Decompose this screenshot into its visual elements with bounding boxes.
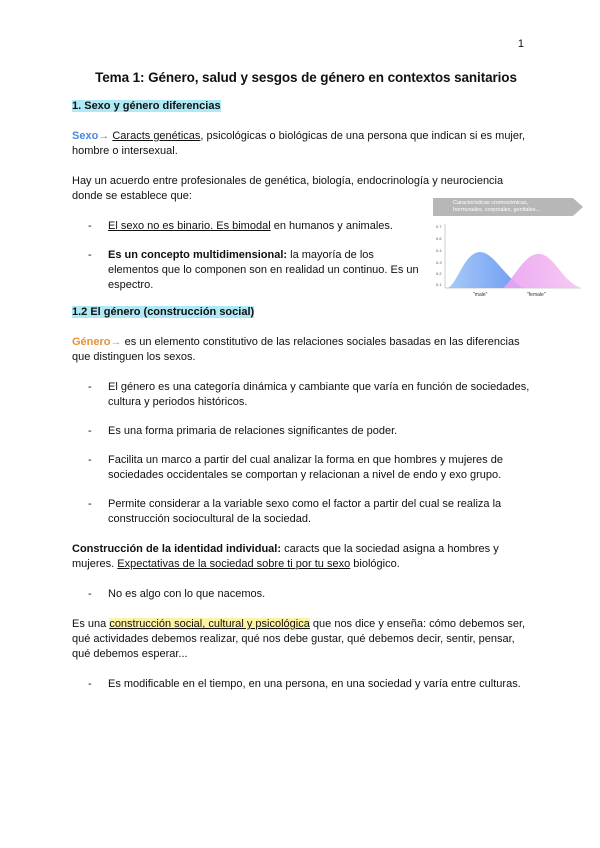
list-item: - No es algo con lo que nacemos. bbox=[72, 587, 532, 602]
y-tick-label: 0.7 bbox=[436, 224, 442, 229]
list-item: - Es una forma primaria de relaciones significantes de poder. bbox=[72, 424, 532, 439]
genero-def-text: es un elemento constitutivo de las relaciones sociales basadas en las diferencias que distinguen los sexos. bbox=[72, 336, 520, 363]
agreement-paragraph: Hay un acuerdo entre profesionales de genética, biología, endocrinología y neurociencia donde se establece que: bbox=[72, 175, 504, 202]
sexo-term: Sexo bbox=[72, 130, 99, 142]
section-heading-sexo-genero bbox=[72, 99, 532, 114]
construction-start: Es una bbox=[72, 618, 110, 630]
arrow-icon: → bbox=[98, 130, 110, 142]
construction-paragraph bbox=[72, 617, 532, 662]
y-tick-label: 0.3 bbox=[436, 260, 442, 265]
identity-text: caracts que la sociedad asigna a hombres y mujeres. bbox=[72, 543, 499, 570]
y-tick-label: 0.6 bbox=[436, 236, 442, 241]
construction-rest: que nos dice y enseña: cómo debemos ser, qué actividades debemos realizar, qué nos debe gustar, qué debemos decir, sentir, pensar, qué debemos esperar... bbox=[72, 618, 526, 660]
banner-line: hormonales, corporales, genitales... bbox=[453, 207, 541, 213]
list-item: - Permite considerar a la variable sexo como el factor a partir del cual se realiza la construcción sociocultural de la sociedad. bbox=[72, 497, 532, 527]
list-item: - Es modificable en el tiempo, en una persona, en una sociedad y varía entre culturas. bbox=[72, 677, 532, 692]
bullet-text: la mayoría de los elementos que lo componen son en realidad un continuo. Es un espectro. bbox=[108, 249, 419, 291]
y-tick-label: 0.2 bbox=[436, 271, 442, 276]
x-label-female: "female" bbox=[527, 292, 546, 298]
genero-bullet-list bbox=[72, 380, 532, 527]
document-body bbox=[72, 70, 532, 692]
genero-definition bbox=[72, 335, 532, 365]
bimodal-sex-figure bbox=[433, 196, 583, 300]
heading-highlight: 1. Sexo y género diferencias bbox=[72, 100, 221, 112]
section-heading-genero bbox=[72, 305, 532, 320]
final-bullet-list bbox=[72, 677, 532, 692]
y-tick-label: 0.4 bbox=[436, 248, 442, 253]
identity-paragraph bbox=[72, 542, 532, 572]
arrow-icon: → bbox=[110, 336, 122, 348]
page-number: 1 bbox=[517, 38, 524, 50]
heading-highlight: 1.2 El género (construcción social) bbox=[72, 306, 255, 318]
identity-end: biológico. bbox=[350, 558, 400, 570]
list-item bbox=[72, 248, 422, 293]
sexo-underlined: Caracts genéticas bbox=[112, 130, 201, 142]
list-item: - El género es una categoría dinámica y cambiante que varía en función de sociedades, cultura y periodos históricos. bbox=[72, 380, 532, 410]
sexo-definition bbox=[72, 129, 532, 159]
list-item: - Facilita un marco a partir del cual analizar la forma en que hombres y mujeres de sociedades occidentales se comportan y relacionan a nivel de endo y exo grupo. bbox=[72, 453, 532, 483]
x-label-male: "male" bbox=[473, 292, 488, 298]
multidimensional-bold: Es un concepto multidimensional: bbox=[108, 249, 288, 261]
bimodal-plot bbox=[433, 220, 583, 300]
bullet-text: en humanos y animales. bbox=[270, 220, 393, 232]
banner-line: Características cromosómicas, bbox=[453, 200, 529, 206]
sexo-def-rest: , psicológicas o biológicas de una persona que indican si es mujer, hombre o intersexual. bbox=[72, 130, 526, 157]
sexo-bullet-list bbox=[72, 219, 422, 293]
expectations-underlined: Expectativas de la sociedad sobre ti por tu sexo bbox=[117, 558, 351, 570]
female-distribution bbox=[503, 254, 579, 288]
document-title: Tema 1: Género, salud y sesgos de género en contextos sanitarios bbox=[95, 70, 517, 85]
identity-bold: Construcción de la identidad individual: bbox=[72, 543, 282, 555]
identity-bullet-list bbox=[72, 587, 532, 602]
construction-highlight: construcción social, cultural y psicológica bbox=[109, 618, 310, 630]
list-item bbox=[72, 219, 422, 234]
genero-term: Género bbox=[72, 336, 111, 348]
y-tick-label: 0.1 bbox=[436, 282, 442, 287]
banner-text bbox=[453, 200, 563, 214]
bimodal-underlined: El sexo no es binario. Es bimodal bbox=[108, 220, 271, 232]
